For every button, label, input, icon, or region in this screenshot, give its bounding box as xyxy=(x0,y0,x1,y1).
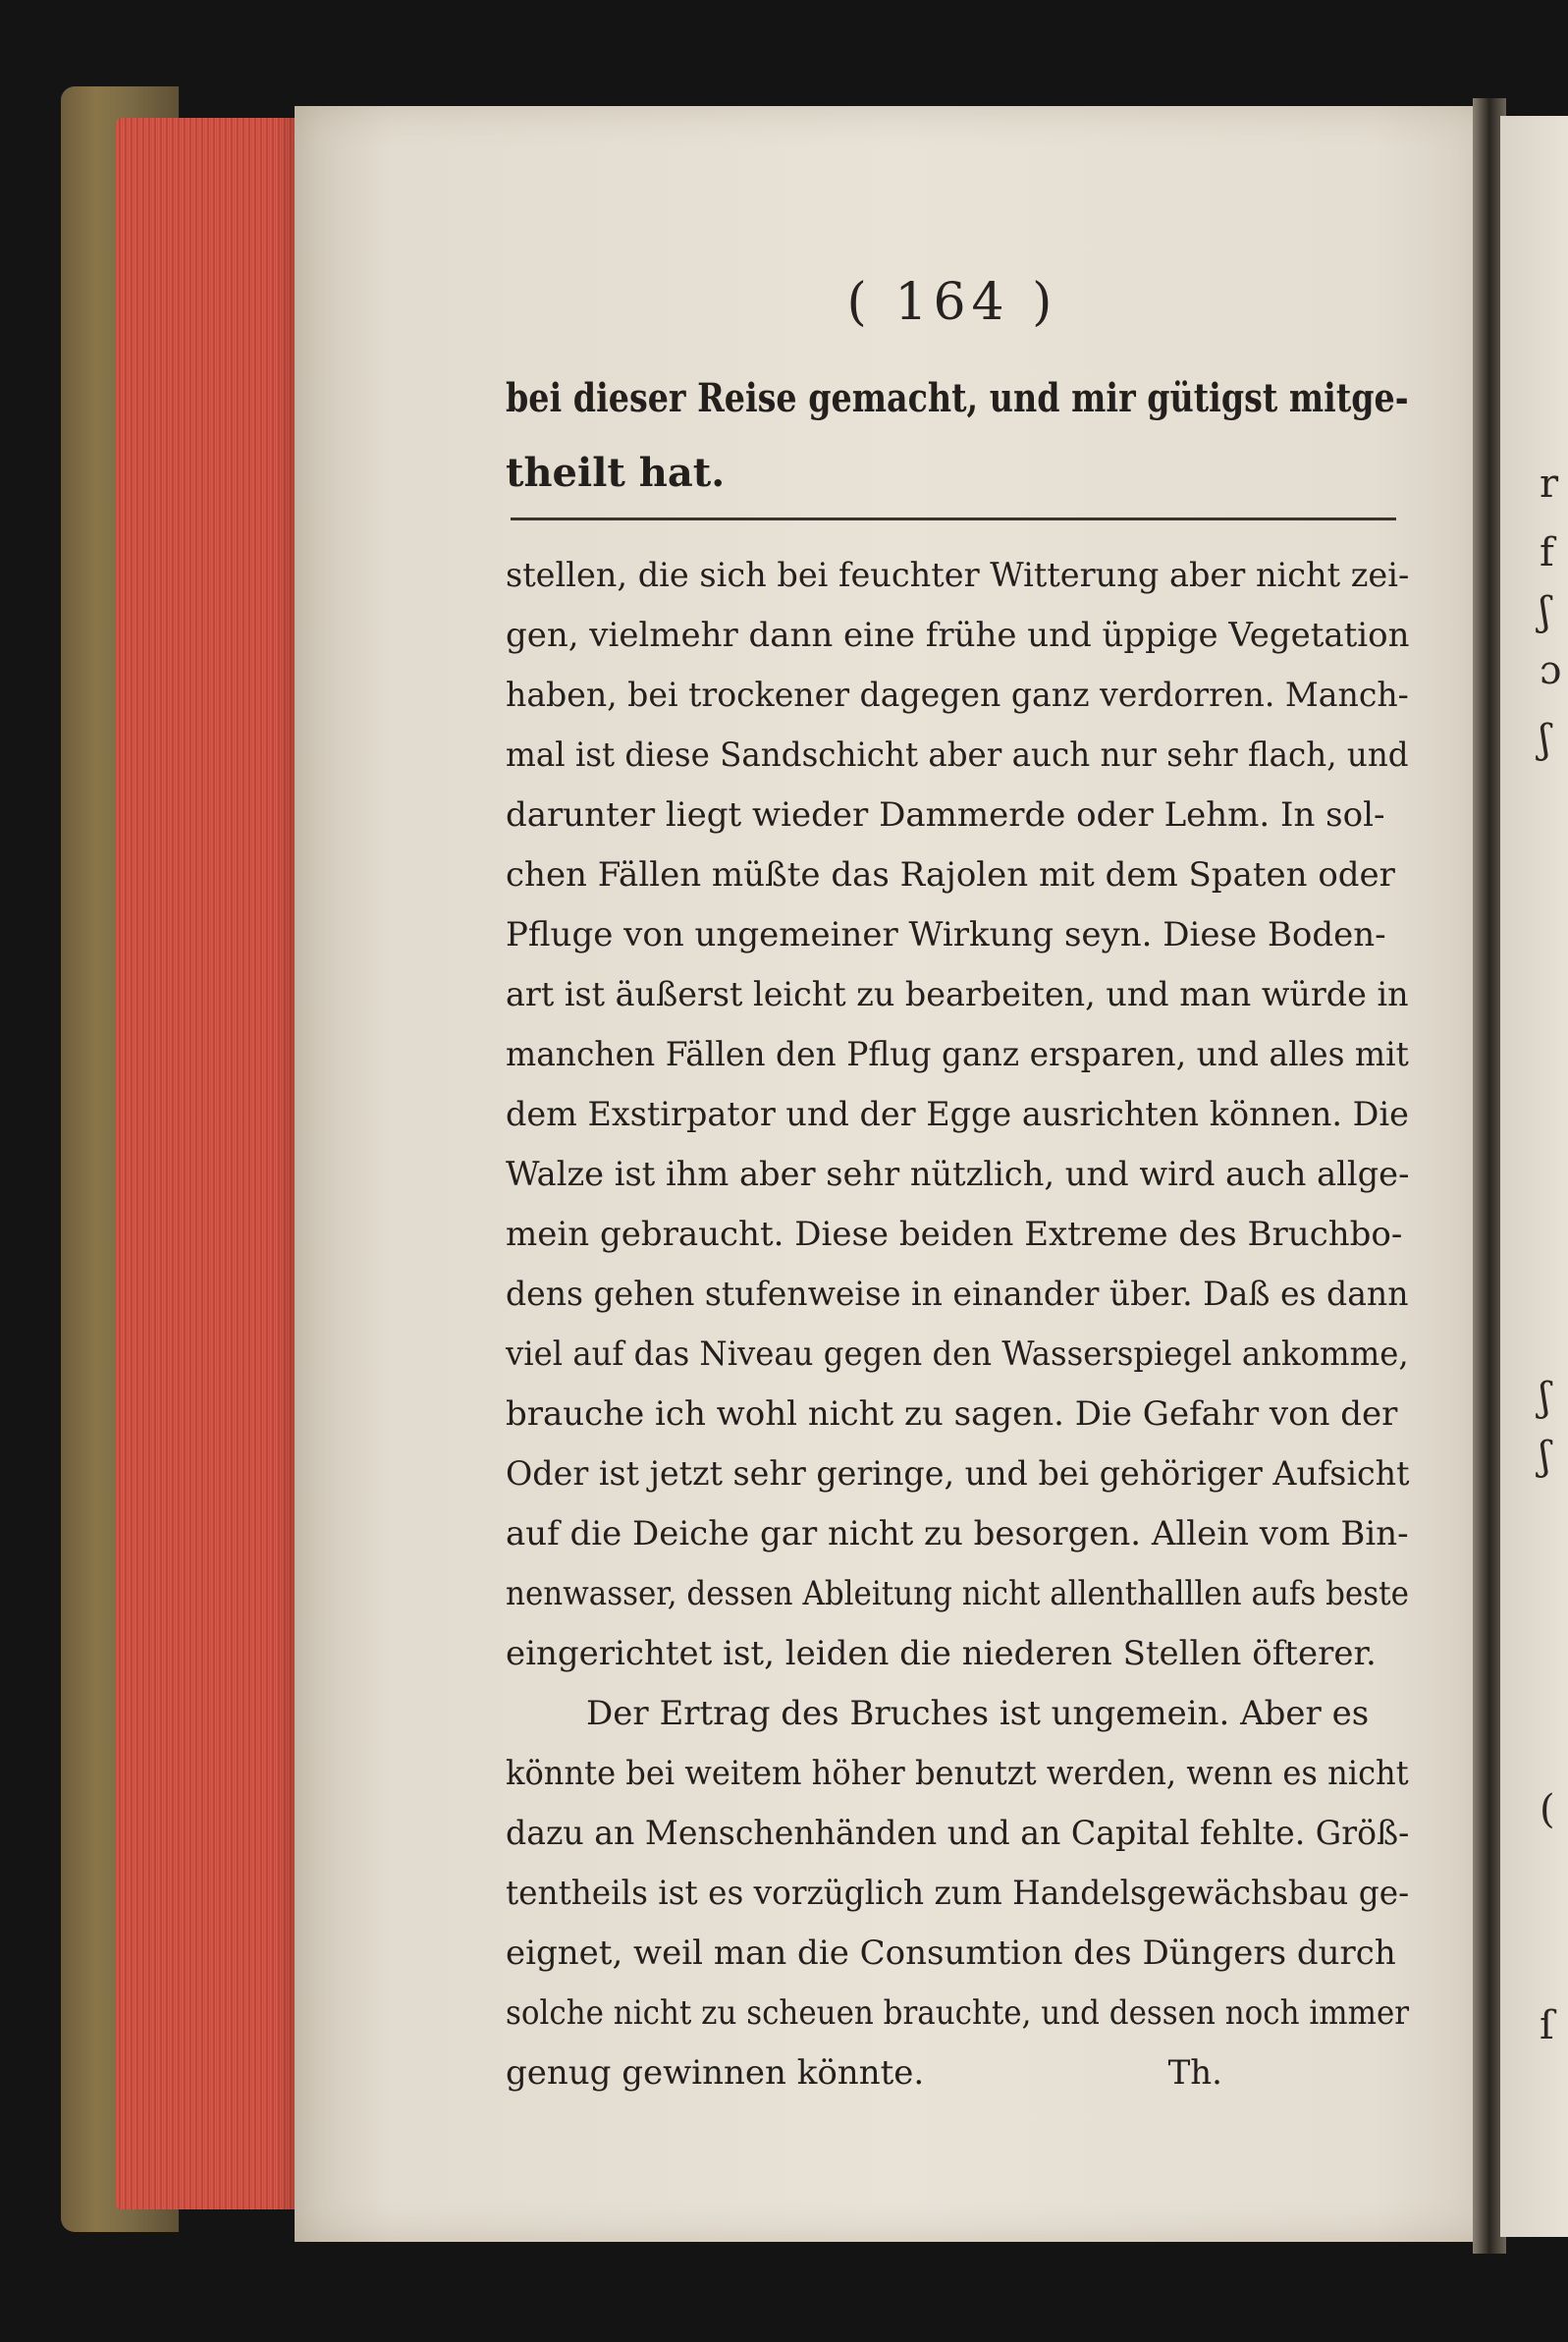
right-page-fragment: ( xyxy=(1540,1787,1555,1832)
page-number: ( 164 ) xyxy=(846,273,1058,332)
right-page-fragment: ɔ xyxy=(1540,648,1562,693)
text-line: art ist äußerst leicht zu bearbeiten, und man würde in xyxy=(506,975,1409,1014)
text-line: könnte bei weitem höher benutzt werden, wenn es nicht xyxy=(506,1754,1409,1793)
text-line: Oder ist jetzt sehr geringe, und bei gehöriger Aufsicht xyxy=(506,1454,1410,1494)
right-page-edge xyxy=(1500,116,1568,2237)
right-page-fragment: ʃ xyxy=(1540,1375,1550,1420)
right-page-fragment: ʃ xyxy=(1540,589,1550,634)
body-text xyxy=(506,546,1409,2103)
catchword: Th. xyxy=(1167,2053,1222,2093)
text-line: nenwasser, dessen Ableitung nicht allenthalllen aufs beste xyxy=(506,1574,1409,1613)
header-line: bei dieser Reise gemacht, und mir gütigst mitge- xyxy=(506,375,1409,421)
text-line: gen, vielmehr dann eine frühe und üppige Vegetation xyxy=(506,616,1410,655)
text-line: dem Exstirpator und der Egge ausrichten können. Die xyxy=(506,1095,1409,1134)
text-line: dens gehen stufenweise in einander über. Daß es dann xyxy=(506,1275,1409,1314)
red-page-edges xyxy=(116,118,302,2209)
text-line: brauche ich wohl nicht zu sagen. Die Gefahr von der xyxy=(506,1394,1398,1434)
right-page-fragment: f xyxy=(1540,530,1554,575)
text-line: eignet, weil man die Consumtion des Düngers durch xyxy=(506,1934,1396,1973)
last-line-row xyxy=(506,2043,1409,2103)
text-line: mal ist diese Sandschicht aber auch nur sehr flach, und xyxy=(506,735,1409,775)
text-line: Pfluge von ungemeiner Wirkung seyn. Diese Boden- xyxy=(506,915,1386,954)
text-line: manchen Fällen den Pflug ganz ersparen, und alles mit xyxy=(506,1035,1409,1074)
text-line: chen Fällen müßte das Rajolen mit dem Spaten oder xyxy=(506,855,1395,895)
text-line: Walze ist ihm aber sehr nützlich, und wird auch allge- xyxy=(506,1155,1410,1194)
right-page-fragment: r xyxy=(1540,462,1559,507)
text-line: solche nicht zu scheuen brauchte, und dessen noch immer xyxy=(506,1993,1410,2033)
header-paragraph xyxy=(506,361,1409,511)
right-page-fragment: ʃ xyxy=(1540,1434,1550,1479)
right-page-fragment: ʃ xyxy=(1540,717,1550,762)
text-line: mein gebraucht. Diese beiden Extreme des Bruchbo- xyxy=(506,1215,1403,1254)
text-line: haben, bei trockener dagegen ganz verdorren. Manch- xyxy=(506,676,1409,715)
text-line: stellen, die sich bei feuchter Witterung aber nicht zei- xyxy=(506,556,1410,595)
right-page-fragment: ſ xyxy=(1540,2003,1554,2048)
text-line: dazu an Menschenhänden und an Capital fehlte. Größ- xyxy=(506,1814,1410,1853)
text-line: viel auf das Niveau gegen den Wasserspiegel ankomme, xyxy=(506,1334,1409,1374)
header-line: theilt hat. xyxy=(506,450,726,496)
text-line: eingerichtet ist, leiden die niederen Stellen öfterer. xyxy=(506,1634,1377,1673)
text-line: auf die Deiche gar nicht zu besorgen. Allein vom Bin- xyxy=(506,1514,1409,1553)
text-line: genug gewinnen könnte. xyxy=(506,2053,925,2093)
text-line: darunter liegt wieder Dammerde oder Lehm. In sol- xyxy=(506,795,1385,835)
text-line-indented: Der Ertrag des Bruches ist ungemein. Aber es xyxy=(586,1694,1370,1733)
text-line: tentheils ist es vorzüglich zum Handelsgewächsbau ge- xyxy=(506,1874,1410,1913)
section-divider xyxy=(511,517,1396,520)
